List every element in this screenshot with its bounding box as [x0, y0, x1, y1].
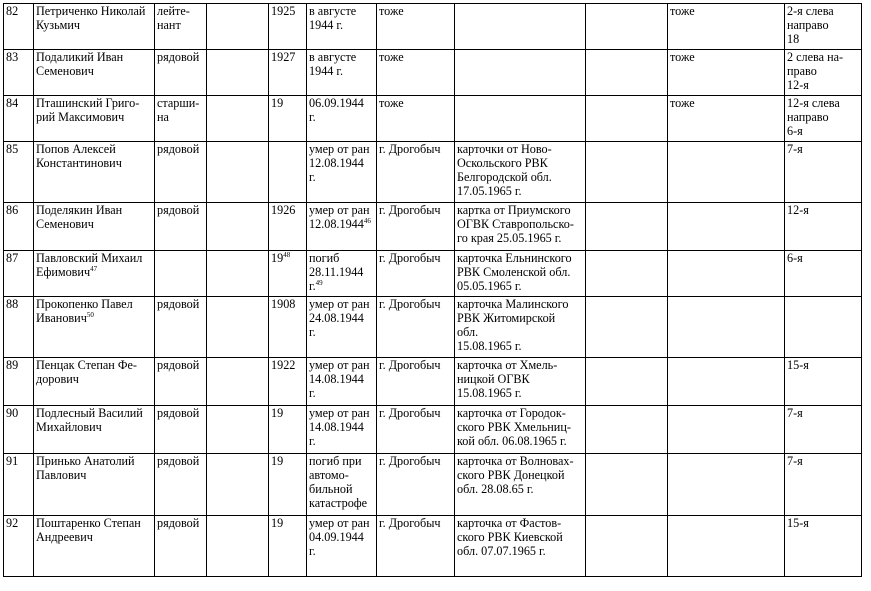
- cell-number: 83: [4, 50, 34, 96]
- cell-empty: [586, 358, 668, 406]
- table-row: [4, 516, 862, 577]
- burial-records-table: [3, 3, 862, 577]
- cell-place: г. Дрогобыч: [377, 358, 455, 406]
- cell-empty: [586, 142, 668, 203]
- cell-empty: [586, 251, 668, 297]
- cell-death-date: 06.09.1944 г.: [307, 96, 377, 142]
- table-row: [4, 297, 862, 358]
- cell-empty: [207, 203, 269, 251]
- cell-empty: [586, 516, 668, 577]
- cell-source: [455, 50, 586, 96]
- cell-empty: [207, 358, 269, 406]
- cell-birth-year: 1926: [269, 203, 307, 251]
- cell-place: тоже: [377, 4, 455, 50]
- cell-number: 86: [4, 203, 34, 251]
- cell-name: Пташинский Григо- рий Максимович: [34, 96, 155, 142]
- cell-place: г. Дрогобыч: [377, 406, 455, 454]
- cell-death-date: умер от ран 14.08.1944 г.: [307, 358, 377, 406]
- cell-rank: [155, 251, 207, 297]
- cell-name: Подлесный Василий Михайлович: [34, 406, 155, 454]
- cell-birth-year: 1908: [269, 297, 307, 358]
- cell-birth-year: 1925: [269, 4, 307, 50]
- cell-number: 91: [4, 454, 34, 516]
- cell-birth-year: [269, 142, 307, 203]
- cell-empty: [586, 203, 668, 251]
- table-row: [4, 142, 862, 203]
- cell-grave-position: 6-я: [785, 251, 862, 297]
- cell-grave-position: 15-я: [785, 516, 862, 577]
- cell-death-date: умер от ран 14.08.1944 г.: [307, 406, 377, 454]
- cell-grave-position: 12-я: [785, 203, 862, 251]
- cell-death-date: в августе 1944 г.: [307, 50, 377, 96]
- cell-name: Принько Анатолий Павлович: [34, 454, 155, 516]
- cell-death-date: в августе 1944 г.: [307, 4, 377, 50]
- cell-birth-year: 1927: [269, 50, 307, 96]
- cell-burial-place: [668, 516, 785, 577]
- cell-number: 87: [4, 251, 34, 297]
- name-text: Павловский Михаил Ефимович: [36, 251, 143, 279]
- death-date-text: умер от ран 12.08.1944: [309, 203, 370, 231]
- cell-rank: старши- на: [155, 96, 207, 142]
- cell-source: [455, 96, 586, 142]
- cell-burial-place: [668, 406, 785, 454]
- footnote-ref: 49: [315, 278, 323, 287]
- table-body: [4, 4, 862, 577]
- table-row: [4, 406, 862, 454]
- cell-grave-position: 15-я: [785, 358, 862, 406]
- footnote-ref: 48: [283, 250, 291, 259]
- cell-rank: рядовой: [155, 406, 207, 454]
- cell-death-date: [307, 203, 377, 251]
- cell-empty: [207, 406, 269, 454]
- cell-grave-position: 2-я слева направо 18: [785, 4, 862, 50]
- cell-name: Поштаренко Степан Андреевич: [34, 516, 155, 577]
- cell-burial-place: тоже: [668, 96, 785, 142]
- cell-birth-year: 19: [269, 96, 307, 142]
- cell-source: карточка Малинского РВК Житомирской обл. 15.08.1965 г.: [455, 297, 586, 358]
- cell-death-date: умер от ран 12.08.1944 г.: [307, 142, 377, 203]
- cell-empty: [586, 50, 668, 96]
- cell-place: тоже: [377, 96, 455, 142]
- cell-place: тоже: [377, 50, 455, 96]
- cell-source: картка от Приумского ОГВК Ставропольско- го края 25.05.1965 г.: [455, 203, 586, 251]
- cell-burial-place: [668, 297, 785, 358]
- footnote-ref: 46: [363, 216, 371, 225]
- cell-rank: рядовой: [155, 297, 207, 358]
- cell-number: 82: [4, 4, 34, 50]
- cell-place: г. Дрогобыч: [377, 203, 455, 251]
- table-row: [4, 203, 862, 251]
- cell-empty: [586, 406, 668, 454]
- cell-empty: [207, 516, 269, 577]
- cell-name: [34, 297, 155, 358]
- cell-empty: [586, 297, 668, 358]
- cell-birth-year: [269, 251, 307, 297]
- cell-burial-place: тоже: [668, 50, 785, 96]
- cell-empty: [207, 251, 269, 297]
- cell-place: г. Дрогобыч: [377, 251, 455, 297]
- cell-birth-year: 1922: [269, 358, 307, 406]
- cell-empty: [207, 50, 269, 96]
- cell-birth-year: 19: [269, 454, 307, 516]
- cell-source: карточка Ельнинского РВК Смоленской обл. 05.05.1965 г.: [455, 251, 586, 297]
- cell-death-date: погиб при автомо- бильной катастрофе: [307, 454, 377, 516]
- cell-death-date: умер от ран 24.08.1944 г.: [307, 297, 377, 358]
- table-row: [4, 251, 862, 297]
- table-row: [4, 358, 862, 406]
- cell-source: карточки от Ново- Оскольского РВК Белгородской обл. 17.05.1965 г.: [455, 142, 586, 203]
- table-row: [4, 96, 862, 142]
- cell-rank: рядовой: [155, 516, 207, 577]
- cell-place: г. Дрогобыч: [377, 516, 455, 577]
- cell-empty: [207, 142, 269, 203]
- cell-empty: [586, 454, 668, 516]
- cell-source: карточка от Хмель- ницкой ОГВК 15.08.1965 г.: [455, 358, 586, 406]
- cell-number: 84: [4, 96, 34, 142]
- cell-grave-position: 7-я: [785, 142, 862, 203]
- cell-number: 85: [4, 142, 34, 203]
- cell-empty: [207, 454, 269, 516]
- cell-grave-position: 7-я: [785, 406, 862, 454]
- table-row: [4, 4, 862, 50]
- cell-name: Петриченко Николай Кузьмич: [34, 4, 155, 50]
- cell-burial-place: [668, 454, 785, 516]
- cell-rank: рядовой: [155, 203, 207, 251]
- cell-place: г. Дрогобыч: [377, 454, 455, 516]
- cell-number: 88: [4, 297, 34, 358]
- birth-year-text: 19: [271, 251, 284, 265]
- table-row: [4, 50, 862, 96]
- cell-empty: [586, 4, 668, 50]
- cell-birth-year: 19: [269, 516, 307, 577]
- cell-source: карточка от Волновах- ского РВК Донецкой обл. 28.08.65 г.: [455, 454, 586, 516]
- cell-number: 92: [4, 516, 34, 577]
- cell-birth-year: 19: [269, 406, 307, 454]
- cell-number: 89: [4, 358, 34, 406]
- cell-grave-position: 7-я: [785, 454, 862, 516]
- cell-death-date: [307, 251, 377, 297]
- cell-source: [455, 4, 586, 50]
- cell-rank: рядовой: [155, 454, 207, 516]
- cell-burial-place: [668, 358, 785, 406]
- cell-death-date: умер от ран 04.09.1944 г.: [307, 516, 377, 577]
- cell-burial-place: [668, 251, 785, 297]
- cell-empty: [207, 297, 269, 358]
- cell-rank: рядовой: [155, 142, 207, 203]
- cell-source: карточка от Фастов- ского РВК Киевской обл. 07.07.1965 г.: [455, 516, 586, 577]
- cell-rank: рядовой: [155, 50, 207, 96]
- cell-empty: [207, 96, 269, 142]
- table-row: [4, 454, 862, 516]
- cell-burial-place: тоже: [668, 4, 785, 50]
- cell-empty: [207, 4, 269, 50]
- cell-name: Поделякин Иван Семенович: [34, 203, 155, 251]
- cell-burial-place: [668, 142, 785, 203]
- cell-grave-position: [785, 297, 862, 358]
- cell-name: Подаликий Иван Семенович: [34, 50, 155, 96]
- cell-place: г. Дрогобыч: [377, 297, 455, 358]
- death-date-text: погиб 28.11.1944 г.: [309, 251, 364, 293]
- cell-number: 90: [4, 406, 34, 454]
- cell-name: [34, 251, 155, 297]
- cell-source: карточка от Городок- ского РВК Хмельниц- кой обл. 06.08.1965 г.: [455, 406, 586, 454]
- cell-name: Пенцак Степан Фе- дорович: [34, 358, 155, 406]
- cell-grave-position: 2 слева на- право 12-я: [785, 50, 862, 96]
- cell-name: Попов Алексей Константинович: [34, 142, 155, 203]
- footnote-ref: 47: [90, 264, 98, 273]
- cell-grave-position: 12-я слева направо 6-я: [785, 96, 862, 142]
- cell-rank: рядовой: [155, 358, 207, 406]
- cell-burial-place: [668, 203, 785, 251]
- cell-rank: лейте- нант: [155, 4, 207, 50]
- footnote-ref: 50: [86, 310, 94, 319]
- cell-empty: [586, 96, 668, 142]
- cell-place: г. Дрогобыч: [377, 142, 455, 203]
- name-text: Прокопенко Павел Иванович: [36, 297, 133, 325]
